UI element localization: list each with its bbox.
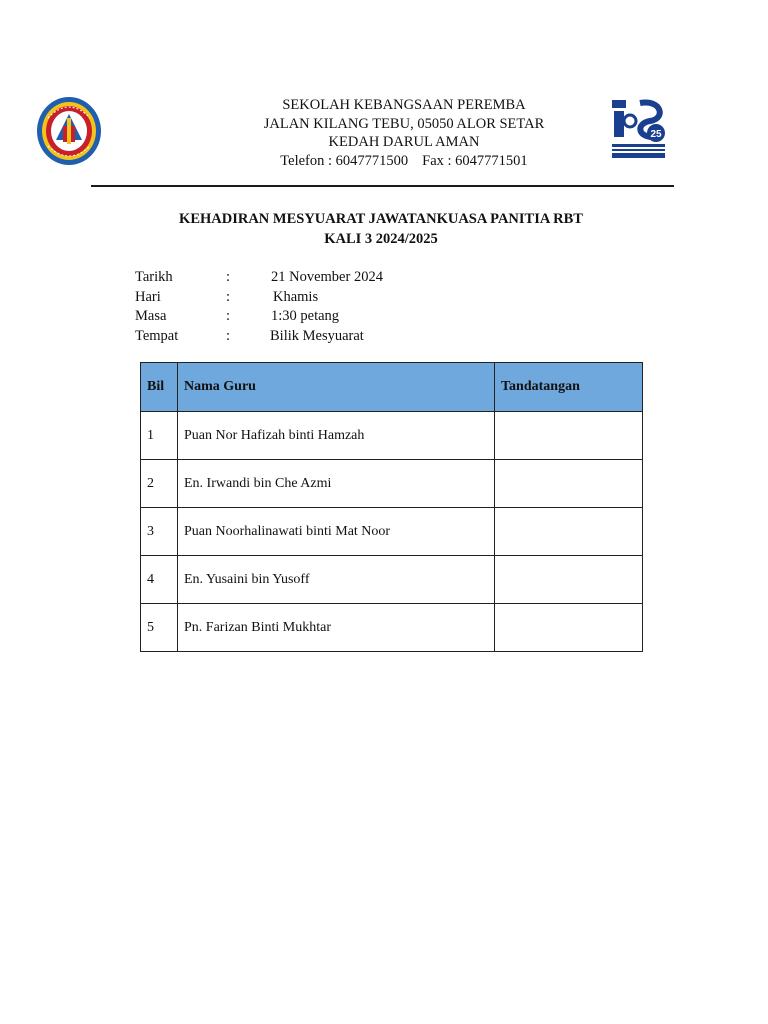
- detail-label: Tarikh: [135, 269, 173, 285]
- table-row: [141, 604, 643, 652]
- detail-row-tarikh: [135, 268, 435, 288]
- cell-nama: Pn. Farizan Binti Mukhtar: [178, 604, 495, 652]
- detail-value: 1:30 petang: [271, 308, 340, 325]
- school-header: [150, 96, 658, 170]
- header-tandatangan: Tandatangan: [495, 363, 643, 412]
- detail-colon: :: [226, 308, 231, 325]
- detail-row-tempat: [135, 327, 435, 347]
- detail-colon: :: [226, 288, 231, 305]
- school-crest-icon: [36, 96, 102, 166]
- table-row: [141, 508, 643, 556]
- cell-signature[interactable]: [495, 556, 643, 604]
- cell-nama: En. Yusaini bin Yusoff: [178, 556, 495, 604]
- cell-bil: 2: [141, 460, 178, 508]
- detail-value: Khamis: [273, 288, 319, 305]
- school-phone: Telefon : 6047771500: [280, 152, 409, 169]
- document-title: [150, 210, 612, 249]
- attendance-table: [140, 362, 643, 652]
- title-line2: KALI 3 2024/2025: [324, 230, 438, 247]
- 25-anniversary-emblem-icon: [610, 97, 667, 160]
- cell-bil: 4: [141, 556, 178, 604]
- table-row: [141, 412, 643, 460]
- school-address-line2: KEDAH DARUL AMAN: [328, 134, 480, 150]
- detail-value: 21 November 2024: [271, 269, 383, 285]
- header-nama-guru: Nama Guru: [178, 363, 495, 412]
- detail-label: Hari: [135, 288, 161, 305]
- detail-colon: :: [226, 328, 231, 345]
- table-row: [141, 556, 643, 604]
- table-header-row: [141, 363, 643, 412]
- cell-bil: 5: [141, 604, 178, 652]
- cell-signature[interactable]: [495, 460, 643, 508]
- cell-nama: Puan Nor Hafizah binti Hamzah: [178, 412, 495, 460]
- contact-line: [150, 152, 658, 171]
- meeting-details: [135, 268, 435, 347]
- cell-nama: En. Irwandi bin Che Azmi: [178, 460, 495, 508]
- title-line1: KEHADIRAN MESYUARAT JAWATANKUASA PANITIA RBT: [179, 211, 583, 227]
- detail-row-masa: [135, 307, 435, 327]
- cell-signature[interactable]: [495, 508, 643, 556]
- detail-value: Bilik Mesyuarat: [270, 328, 364, 345]
- detail-label: Tempat: [135, 328, 179, 345]
- emblem-number: 25: [650, 129, 662, 140]
- cell-nama: Puan Noorhalinawati binti Mat Noor: [178, 508, 495, 556]
- school-fax: Fax : 6047771501: [422, 152, 528, 169]
- cell-bil: 1: [141, 412, 178, 460]
- table-row: [141, 460, 643, 508]
- school-name: SEKOLAH KEBANGSAAN PEREMBA: [282, 97, 526, 113]
- detail-row-hari: [135, 288, 435, 308]
- cell-signature[interactable]: [495, 412, 643, 460]
- cell-bil: 3: [141, 508, 178, 556]
- school-address-line1: JALAN KILANG TEBU, 05050 ALOR SETAR: [263, 115, 545, 132]
- header-bil: Bil: [141, 363, 178, 412]
- detail-label: Masa: [135, 308, 167, 325]
- header-divider: [91, 185, 674, 187]
- cell-signature[interactable]: [495, 604, 643, 652]
- detail-colon: :: [226, 269, 231, 285]
